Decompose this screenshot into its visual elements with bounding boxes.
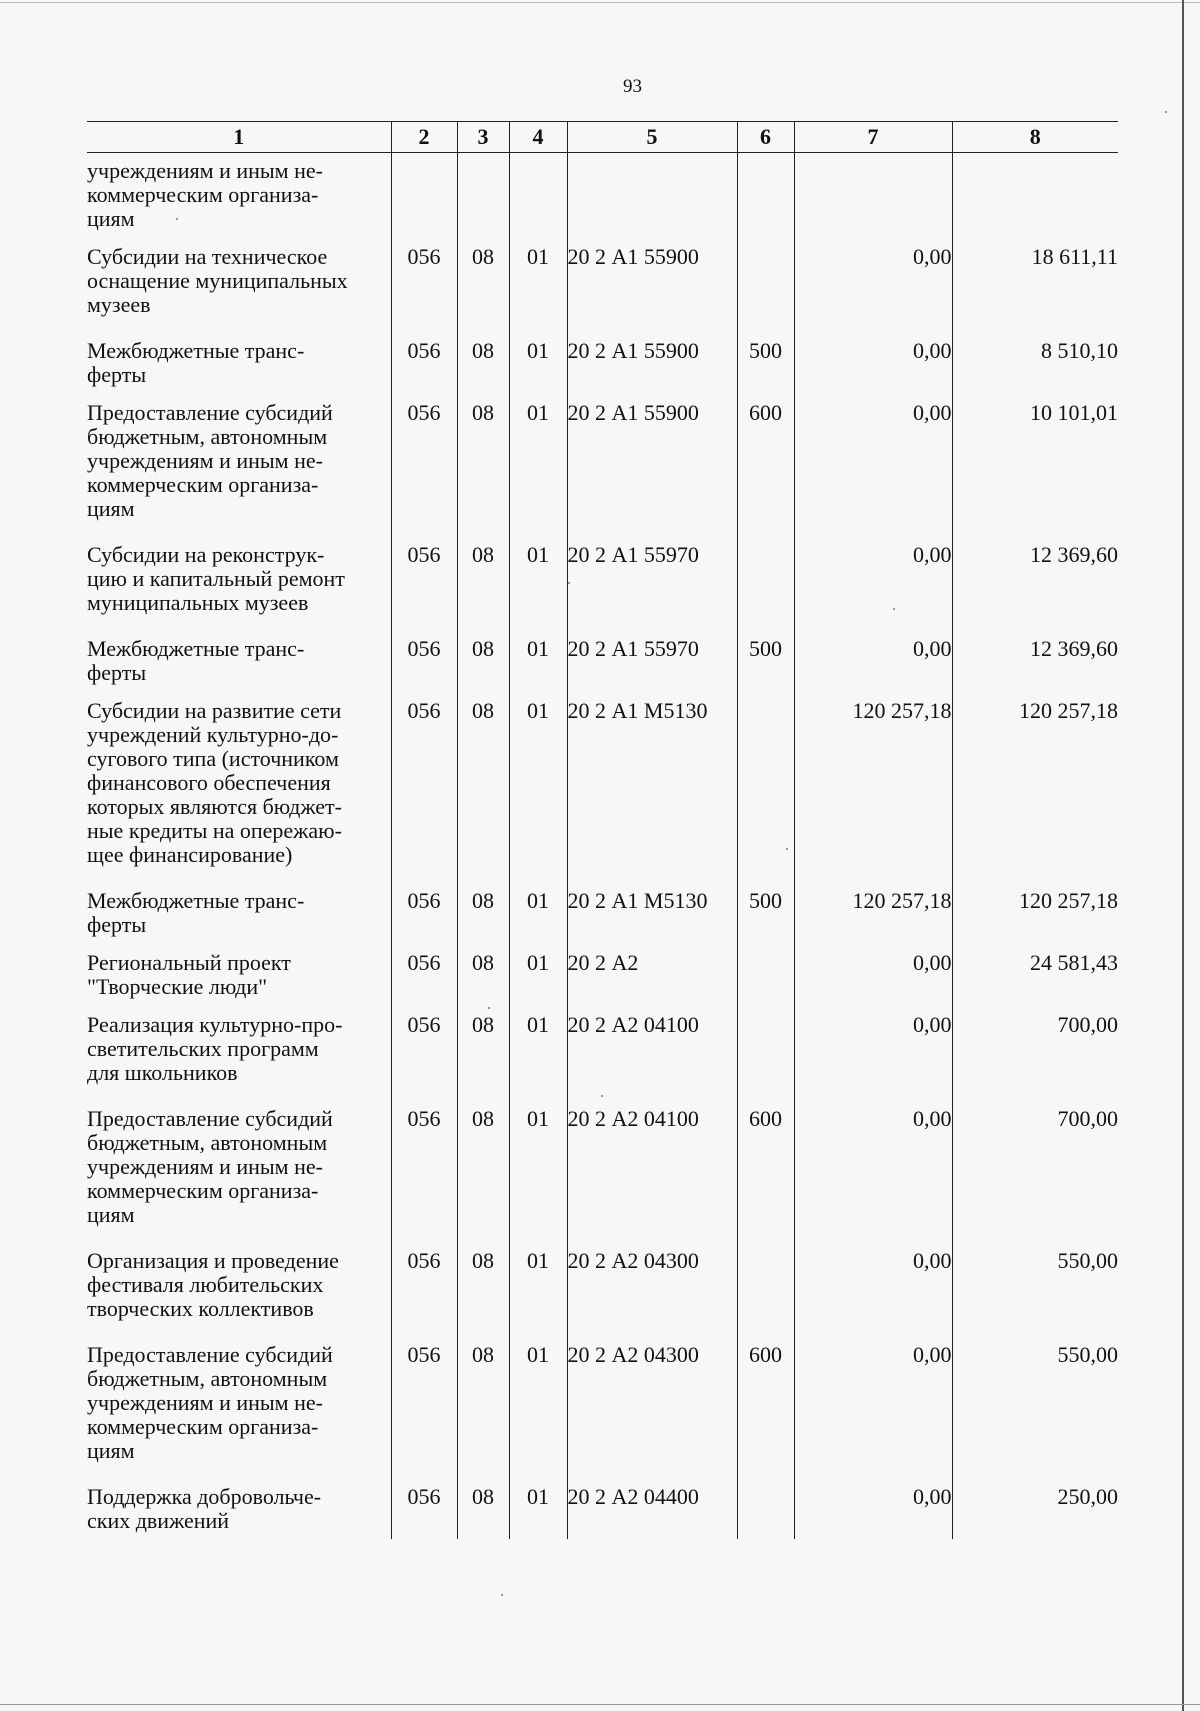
row-description: Организация и проведение фестиваля любительских творческих коллективов: [87, 1248, 339, 1321]
row-code-expense-type: [737, 245, 794, 339]
row-code-expense-type: 600: [737, 1343, 794, 1485]
row-code-target: 20 2 А1 М5130: [567, 889, 737, 951]
row-code-target: 20 2 А1 М5130: [567, 699, 737, 889]
row-amount-col8: 550,00: [952, 1249, 1118, 1343]
row-code-section: 08: [457, 699, 509, 889]
column-header: 7: [794, 122, 952, 153]
row-code-subsection: 01: [509, 951, 567, 1013]
row-code-target: [567, 153, 737, 246]
budget-table: [87, 121, 1118, 1539]
row-code-section: 08: [457, 637, 509, 699]
column-header: 5: [567, 122, 737, 153]
column-header: 8: [952, 122, 1118, 153]
column-header: 6: [737, 122, 794, 153]
row-code-expense-type: [737, 699, 794, 889]
row-code-expense-type: 500: [737, 637, 794, 699]
row-code-ministry: 056: [391, 699, 457, 889]
row-code-target: 20 2 А1 55900: [567, 401, 737, 543]
row-code-section: 08: [457, 543, 509, 637]
row-code-expense-type: [737, 543, 794, 637]
row-code-target: 20 2 А1 55970: [567, 637, 737, 699]
row-amount-col8: 18 611,11: [952, 245, 1118, 339]
table-header-row: [87, 122, 1118, 153]
row-amount-col8: 250,00: [952, 1485, 1118, 1539]
row-code-ministry: 056: [391, 245, 457, 339]
row-code-subsection: 01: [509, 339, 567, 401]
row-code-subsection: [509, 153, 567, 246]
row-description: Субсидии на техническое оснащение муниципальных музеев: [87, 244, 348, 317]
row-description: Предоставление субсидий бюджетным, автономным учреждениям и иным не- коммерческим организа- циям: [87, 400, 333, 521]
row-code-section: 08: [457, 1485, 509, 1539]
row-amount-col8: 120 257,18: [952, 699, 1118, 889]
row-description: Поддержка добровольче- ских движений: [87, 1484, 322, 1533]
row-code-subsection: 01: [509, 1343, 567, 1485]
row-description: Субсидии на реконструк- цию и капитальный ремонт муниципальных музеев: [87, 542, 345, 615]
row-description: Субсидии на развитие сети учреждений культурно-до- сугового типа (источником финансового обеспечения которых являются бюджет- ные кредиты на опережаю- щее финансирование): [87, 698, 342, 867]
table-body: [87, 153, 1118, 1540]
row-code-expense-type: [737, 1485, 794, 1539]
row-code-target: 20 2 А1 55900: [567, 245, 737, 339]
row-code-subsection: 01: [509, 1013, 567, 1107]
row-code-subsection: 01: [509, 1249, 567, 1343]
row-amount-col7: 120 257,18: [794, 699, 952, 889]
column-header: 3: [457, 122, 509, 153]
table-row: [87, 1107, 1118, 1249]
row-amount-col7: 0,00: [794, 1343, 952, 1485]
row-code-section: 08: [457, 951, 509, 1013]
row-amount-col7: 0,00: [794, 543, 952, 637]
row-code-section: 08: [457, 1013, 509, 1107]
row-code-section: 08: [457, 1107, 509, 1249]
scan-top-edge: [0, 2, 1200, 3]
row-code-ministry: 056: [391, 889, 457, 951]
row-amount-col8: 550,00: [952, 1343, 1118, 1485]
scan-speck: [893, 608, 895, 610]
row-code-ministry: 056: [391, 1249, 457, 1343]
scan-right-edge: [1182, 0, 1184, 1711]
table-row: [87, 889, 1118, 951]
row-amount-col8: 700,00: [952, 1013, 1118, 1107]
row-code-expense-type: 600: [737, 1107, 794, 1249]
row-description: Межбюджетные транс- ферты: [87, 636, 305, 685]
row-code-ministry: 056: [391, 543, 457, 637]
table-row: [87, 699, 1118, 889]
row-description: Межбюджетные транс- ферты: [87, 338, 305, 387]
row-amount-col8: 12 369,60: [952, 637, 1118, 699]
row-code-subsection: 01: [509, 401, 567, 543]
table-row: [87, 1013, 1118, 1107]
row-code-subsection: 01: [509, 245, 567, 339]
scan-speck: [176, 218, 178, 220]
row-amount-col7: 0,00: [794, 1013, 952, 1107]
scan-speck: [601, 1095, 603, 1097]
row-code-target: 20 2 А2: [567, 951, 737, 1013]
row-amount-col8: 120 257,18: [952, 889, 1118, 951]
row-amount-col7: 0,00: [794, 1249, 952, 1343]
row-amount-col8: 700,00: [952, 1107, 1118, 1249]
row-amount-col7: 0,00: [794, 401, 952, 543]
row-code-target: 20 2 А2 04400: [567, 1485, 737, 1539]
row-code-expense-type: [737, 1249, 794, 1343]
row-amount-col7: 0,00: [794, 1485, 952, 1539]
row-code-subsection: 01: [509, 889, 567, 951]
column-header: 1: [87, 122, 391, 153]
table-row: [87, 401, 1118, 543]
row-amount-col8: [952, 153, 1118, 246]
scan-speck: [488, 1007, 490, 1009]
table-row: [87, 543, 1118, 637]
row-code-expense-type: [737, 951, 794, 1013]
row-code-target: 20 2 А2 04100: [567, 1107, 737, 1249]
row-code-ministry: [391, 153, 457, 246]
row-code-expense-type: 500: [737, 339, 794, 401]
row-code-ministry: 056: [391, 1343, 457, 1485]
table-row: [87, 1343, 1118, 1485]
row-amount-col7: 0,00: [794, 637, 952, 699]
row-description: Предоставление субсидий бюджетным, автономным учреждениям и иным не- коммерческим организа- циям: [87, 1342, 333, 1463]
row-code-target: 20 2 А1 55970: [567, 543, 737, 637]
row-code-section: 08: [457, 245, 509, 339]
row-code-subsection: 01: [509, 699, 567, 889]
row-code-ministry: 056: [391, 401, 457, 543]
row-amount-col8: 10 101,01: [952, 401, 1118, 543]
row-code-ministry: 056: [391, 1013, 457, 1107]
row-code-ministry: 056: [391, 637, 457, 699]
column-header: 4: [509, 122, 567, 153]
page-number: 93: [623, 76, 642, 97]
scan-speck: [1165, 111, 1167, 113]
row-code-section: 08: [457, 1249, 509, 1343]
row-amount-col7: 0,00: [794, 245, 952, 339]
table-row: [87, 1485, 1118, 1539]
row-code-expense-type: [737, 1013, 794, 1107]
row-code-expense-type: 600: [737, 401, 794, 543]
table-row: [87, 339, 1118, 401]
table-row: [87, 153, 1118, 246]
row-amount-col7: 0,00: [794, 1107, 952, 1249]
scan-speck: [568, 582, 570, 584]
row-code-section: 08: [457, 339, 509, 401]
row-code-subsection: 01: [509, 637, 567, 699]
row-code-ministry: 056: [391, 1485, 457, 1539]
row-code-subsection: 01: [509, 1107, 567, 1249]
row-code-section: 08: [457, 889, 509, 951]
row-description: Реализация культурно-про- светительских программ для школьников: [87, 1012, 343, 1085]
row-amount-col8: 8 510,10: [952, 339, 1118, 401]
row-code-target: 20 2 А2 04300: [567, 1249, 737, 1343]
row-code-section: 08: [457, 1343, 509, 1485]
row-amount-col7: 120 257,18: [794, 889, 952, 951]
row-amount-col8: 12 369,60: [952, 543, 1118, 637]
table-row: [87, 245, 1118, 339]
row-description: Предоставление субсидий бюджетным, автономным учреждениям и иным не- коммерческим организа- циям: [87, 1106, 333, 1227]
row-code-target: 20 2 А2 04300: [567, 1343, 737, 1485]
scan-speck: [501, 1594, 503, 1596]
row-code-ministry: 056: [391, 1107, 457, 1249]
row-code-target: 20 2 А1 55900: [567, 339, 737, 401]
row-code-subsection: 01: [509, 1485, 567, 1539]
row-code-ministry: 056: [391, 339, 457, 401]
row-description: Региональный проект "Творческие люди": [87, 950, 291, 999]
scan-bottom-edge: [0, 1704, 1200, 1705]
row-code-ministry: 056: [391, 951, 457, 1013]
row-code-section: [457, 153, 509, 246]
row-amount-col8: 24 581,43: [952, 951, 1118, 1013]
row-description: Межбюджетные транс- ферты: [87, 888, 305, 937]
row-code-expense-type: [737, 153, 794, 246]
row-code-expense-type: 500: [737, 889, 794, 951]
row-code-target: 20 2 А2 04100: [567, 1013, 737, 1107]
table-row: [87, 951, 1118, 1013]
row-code-subsection: 01: [509, 543, 567, 637]
row-amount-col7: 0,00: [794, 339, 952, 401]
row-description: учреждениям и иным не- коммерческим организа- циям: [87, 158, 323, 231]
row-amount-col7: [794, 153, 952, 246]
row-code-section: 08: [457, 401, 509, 543]
scan-speck: [786, 848, 788, 850]
table-row: [87, 1249, 1118, 1343]
row-amount-col7: 0,00: [794, 951, 952, 1013]
column-header: 2: [391, 122, 457, 153]
table-row: [87, 637, 1118, 699]
